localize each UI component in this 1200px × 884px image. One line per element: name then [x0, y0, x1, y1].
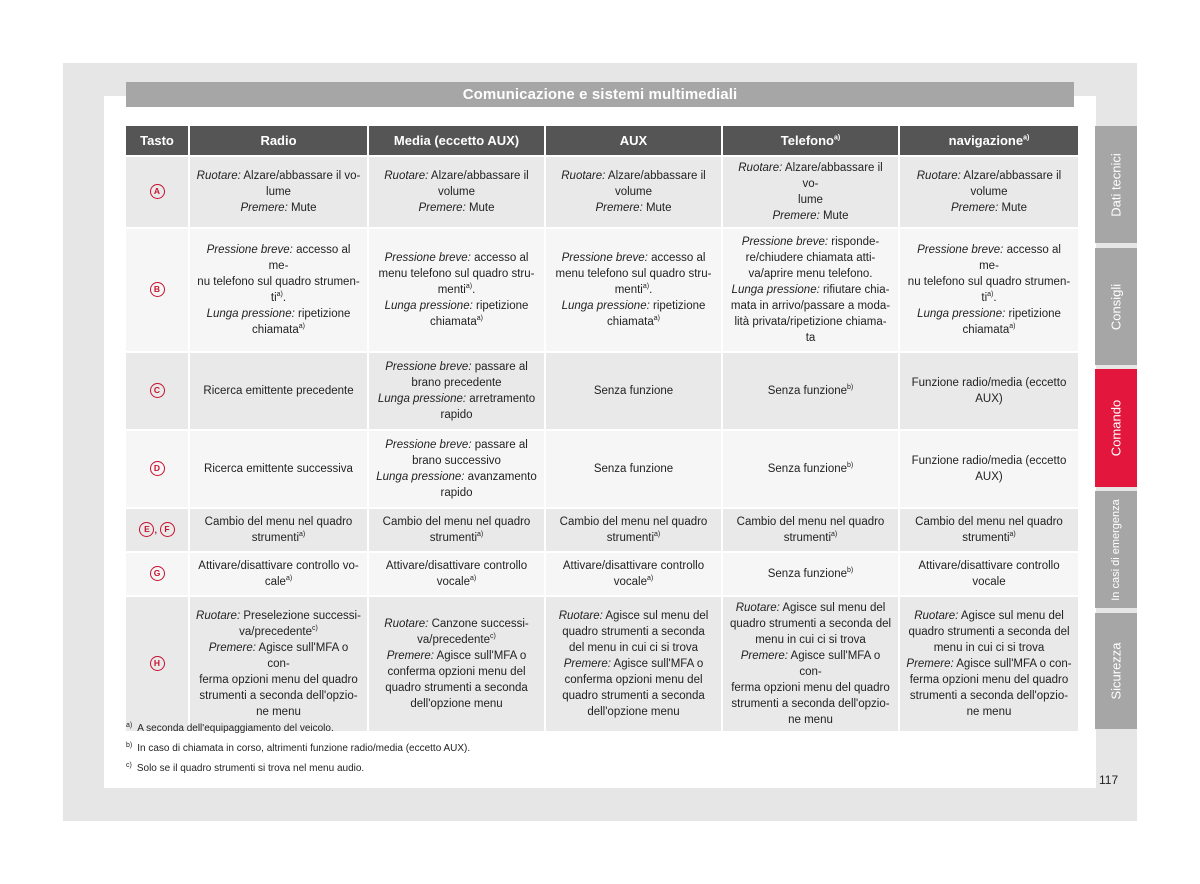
action-label: Premere:: [740, 650, 788, 662]
cell-segment: Agisce sull'MFA o conferma opzioni menu del quadro strumenti a seconda dell'opzione menu: [562, 658, 705, 718]
cell-segment: Senza funzione: [767, 568, 848, 580]
cell-text: [196, 461, 361, 477]
cell-text: [375, 558, 538, 590]
cell-segment: accesso al me- nu telefono sul quadro strumen- ti: [907, 244, 1071, 304]
cell-segment: Alzare/abbassare il vo- lume: [784, 162, 883, 206]
table-cell: [723, 229, 898, 353]
action-label: Ruotare:: [384, 618, 429, 630]
cell-text: [906, 608, 1072, 720]
cell-segment: Mute: [642, 202, 672, 214]
footnote-mark: a): [126, 721, 133, 729]
cell-segment: Senza funzione: [593, 463, 674, 475]
footnote-ref: b): [847, 462, 854, 470]
cell-text: [196, 514, 361, 546]
footnote-ref: a): [465, 283, 473, 291]
footnote-text: Solo se il quadro strumenti si trova nel menu audio.: [136, 763, 365, 774]
table-cell: [190, 229, 367, 353]
cell-text: [906, 514, 1072, 546]
table-cell: [369, 157, 544, 229]
cell-segment: Alzare/abbassare il volume: [963, 170, 1062, 198]
key-cell: [126, 353, 188, 431]
column-header: [369, 126, 544, 157]
action-label: Ruotare:: [735, 602, 780, 614]
footnote-ref: a): [647, 575, 654, 583]
key-badge-g: G: [150, 566, 165, 581]
table-cell: [723, 553, 898, 597]
table-cell: [369, 553, 544, 597]
key-badge-a: A: [150, 184, 165, 199]
cell-text: [906, 242, 1072, 338]
cell-segment: Agisce sull'MFA o con- ferma opzioni menu del quadro strumenti a seconda dell'opzio- ne menu: [909, 658, 1072, 718]
footnote-ref: a): [653, 315, 660, 323]
cell-text: [552, 514, 715, 546]
table-body: [126, 157, 1078, 733]
action-label: Ruotare:: [914, 610, 959, 622]
action-label: Lunga pressione:: [384, 300, 473, 312]
cell-text: [196, 168, 361, 216]
cell-text: [552, 558, 715, 590]
side-tab-dati-tecnici[interactable]: [1095, 126, 1137, 243]
key-cell: [126, 597, 188, 733]
table-cell: [190, 157, 367, 229]
key-cell: [126, 229, 188, 353]
footnotes: [126, 720, 470, 780]
side-tab-consigli[interactable]: [1095, 248, 1137, 365]
cell-text: [906, 558, 1072, 590]
cell-text: [906, 168, 1072, 216]
key-cell: [126, 431, 188, 509]
table-cell: [900, 553, 1078, 597]
action-label: Lunga pressione:: [376, 471, 465, 483]
footnote-ref: a): [476, 315, 483, 323]
cell-segment: Ricerca emittente precedente: [203, 385, 354, 397]
table-cell: [546, 431, 721, 509]
column-header-label: Radio: [260, 132, 297, 148]
key-badge-b: B: [150, 282, 165, 297]
cell-text: [375, 514, 538, 546]
cell-text: [906, 375, 1072, 407]
action-label: Ruotare:: [196, 610, 241, 622]
footnote: [126, 760, 470, 780]
footnote-ref: a): [1009, 531, 1016, 539]
cell-segment: risponde- re/chiudere chiamata atti- va/aprire menu telefono.: [745, 236, 880, 280]
cell-segment: Ricerca emittente successiva: [204, 463, 353, 475]
action-label: Ruotare:: [384, 170, 429, 182]
table-cell: [546, 509, 721, 553]
cell-segment: Senza funzione: [767, 385, 848, 397]
column-header: [546, 126, 721, 157]
cell-segment: Mute: [465, 202, 495, 214]
footnote-ref: a): [831, 531, 838, 539]
key-badge-c: C: [150, 383, 165, 398]
footnote-ref: a): [833, 134, 841, 142]
cell-segment: Attivare/disattivare controllo vocale: [918, 560, 1060, 588]
footnote: [126, 740, 470, 760]
cell-segment: Agisce sull'MFA o con- ferma opzioni menu del quadro strumenti a seconda dell'opzio- ne menu: [199, 642, 358, 718]
action-label: Lunga pressione:: [377, 393, 467, 405]
side-tab-comando[interactable]: [1095, 369, 1137, 487]
table-cell: [546, 229, 721, 353]
action-label: Pressione breve:: [561, 252, 648, 264]
cell-segment: .: [472, 284, 476, 296]
column-header-label: AUX: [619, 132, 648, 148]
cell-segment: Agisce sul menu del quadro strumenti a seconda del menu in cui ci si trova: [562, 610, 709, 654]
cell-segment: Senza funzione: [593, 385, 674, 397]
cell-text: [196, 383, 361, 399]
cell-text: [196, 242, 361, 338]
cell-text: [375, 616, 538, 712]
cell-segment: Alzare/abbassare il volume: [430, 170, 529, 198]
table-cell: [723, 431, 898, 509]
cell-segment: rifiutare chia- mata in arrivo/passare a moda- lità privata/ripetizione chiama- ta: [730, 284, 891, 344]
cell-segment: accesso al menu telefono sul quadro stru- menti: [555, 252, 712, 296]
cell-text: [906, 453, 1072, 485]
cell-segment: Cambio del menu nel quadro strumenti: [915, 516, 1063, 544]
key-badge-d: D: [150, 461, 165, 476]
cell-segment: accesso al menu telefono sul quadro stru- menti: [378, 252, 535, 296]
cell-segment: Preselezione successi- va/precedente: [239, 610, 361, 638]
action-label: Premere:: [563, 658, 611, 670]
table-cell: [546, 597, 721, 733]
table-row: [126, 157, 1078, 229]
action-label: Premere:: [595, 202, 643, 214]
cell-segment: Canzone successi- va/precedente: [417, 618, 529, 646]
cell-text: [196, 558, 361, 590]
column-header-label: Media (eccetto AUX): [393, 132, 520, 148]
footnote-ref: a): [654, 531, 661, 539]
action-label: Premere:: [950, 202, 999, 214]
table-cell: [900, 157, 1078, 229]
cell-segment: passare al brano precedente: [411, 361, 528, 389]
table-row: [126, 553, 1078, 597]
side-tab-label: Comando: [1108, 399, 1124, 457]
action-label: Lunga pressione:: [917, 308, 1006, 320]
cell-text: [552, 461, 715, 477]
action-label: Lunga pressione:: [731, 284, 820, 296]
cell-segment: Senza funzione: [767, 463, 848, 475]
key-badge-f: F: [160, 522, 175, 537]
column-header: [723, 126, 898, 157]
key-cell: [126, 509, 188, 553]
footnote-ref: c): [312, 625, 318, 633]
action-label: Ruotare:: [196, 170, 241, 182]
footnote-ref: c): [490, 633, 496, 641]
cell-segment: Attivare/disattivare controllo vocale: [385, 560, 528, 588]
cell-segment: Alzare/abbassare il vo- lume: [243, 170, 361, 198]
table-cell: [546, 157, 721, 229]
footnote-ref: a): [276, 291, 283, 299]
column-header-label: Telefono: [780, 132, 834, 148]
side-tab-label: Consigli: [1108, 283, 1124, 330]
footnote-text: A seconda dell'equipaggiamento del veicolo.: [137, 723, 334, 734]
side-tab-in-casi-di-emergenza[interactable]: [1095, 491, 1137, 608]
cell-text: [375, 168, 538, 216]
footnote-ref: a): [987, 291, 994, 299]
action-label: Pressione breve:: [206, 244, 293, 256]
cell-segment: .: [649, 284, 653, 296]
footnote-ref: b): [847, 384, 854, 392]
action-label: Lunga pressione:: [206, 308, 295, 320]
table-cell: [723, 353, 898, 431]
action-label: Ruotare:: [738, 162, 783, 174]
cell-segment: avanzamento rapido: [440, 471, 537, 499]
side-tab-label: Dati tecnici: [1108, 152, 1124, 217]
table-row: [126, 509, 1078, 553]
footnote-ref: a): [1023, 134, 1030, 142]
action-label: Ruotare:: [558, 610, 603, 622]
action-label: Ruotare:: [916, 170, 961, 182]
cell-segment: ripetizione chiamata: [607, 300, 706, 328]
action-label: Pressione breve:: [384, 252, 471, 264]
cell-text: [196, 608, 361, 720]
footnote-mark: b): [126, 741, 133, 749]
side-tab-sicurezza[interactable]: [1095, 613, 1137, 729]
footnote-ref: a): [470, 575, 477, 583]
cell-segment: Mute: [819, 210, 849, 222]
table-cell: [190, 431, 367, 509]
table-row: [126, 431, 1078, 509]
key-badge-e: E: [139, 522, 154, 537]
table-cell: [369, 353, 544, 431]
action-label: Pressione breve:: [917, 244, 1004, 256]
table-cell: [723, 509, 898, 553]
page-number: 117: [1099, 773, 1119, 787]
action-label: Premere:: [906, 658, 954, 670]
cell-segment: ripetizione chiamata: [252, 308, 351, 336]
column-header: [900, 126, 1078, 157]
footnote-text: In caso di chiamata in corso, altrimenti funzione radio/media (eccetto AUX).: [137, 743, 471, 754]
cell-segment: Attivare/disattivare controllo vo- cale: [198, 560, 359, 588]
action-label: Premere:: [240, 202, 288, 214]
cell-segment: Cambio del menu nel quadro strumenti: [204, 516, 353, 544]
cell-segment: Alzare/abbassare il volume: [607, 170, 706, 198]
cell-segment: .: [282, 292, 287, 304]
action-label: Pressione breve:: [385, 439, 472, 451]
table-cell: [900, 597, 1078, 733]
table-cell: [723, 157, 898, 229]
action-label: Pressione breve:: [385, 361, 472, 373]
controls-table: [124, 126, 1080, 733]
table-cell: [369, 229, 544, 353]
table-cell: [369, 431, 544, 509]
footnote-ref: a): [477, 531, 484, 539]
cell-segment: arretramento rapido: [440, 393, 536, 421]
key-cell: [126, 553, 188, 597]
cell-segment: Cambio del menu nel quadro strumenti: [382, 516, 531, 544]
column-header-label: navigazione: [948, 132, 1024, 148]
footnote-ref: b): [847, 567, 854, 575]
table-cell: [900, 431, 1078, 509]
cell-text: [375, 437, 538, 501]
column-header: [190, 126, 367, 157]
column-header-label: Tasto: [140, 132, 174, 148]
cell-text: [552, 250, 715, 330]
cell-text: [375, 359, 538, 423]
key-cell: [126, 157, 188, 229]
table-cell: [190, 597, 367, 733]
table-cell: [369, 509, 544, 553]
action-label: Premere:: [418, 202, 466, 214]
cell-segment: Agisce sull'MFA o conferma opzioni menu del quadro strumenti a seconda dell'opzione menu: [385, 650, 528, 710]
table-header-row: [126, 126, 1078, 157]
cell-segment: ripetizione chiamata: [962, 308, 1061, 336]
cell-text: [729, 600, 892, 728]
table-cell: [190, 553, 367, 597]
cell-segment: Agisce sul menu del quadro strumenti a seconda del menu in cui ci si trova: [729, 602, 892, 646]
cell-text: [552, 608, 715, 720]
footnote-ref: a): [1009, 323, 1016, 331]
cell-text: [729, 160, 892, 224]
cell-text: [729, 514, 892, 546]
footnote: [126, 720, 470, 740]
cell-segment: Cambio del menu nel quadro strumenti: [559, 516, 708, 544]
section-title: Comunicazione e sistemi multimediali: [126, 82, 1074, 107]
column-header: [126, 126, 188, 157]
cell-segment: Agisce sul menu del quadro strumenti a seconda del menu in cui ci si trova: [908, 610, 1070, 654]
cell-text: [729, 566, 892, 582]
table-cell: [723, 597, 898, 733]
key-badge-h: H: [150, 656, 165, 671]
cell-segment: Funzione radio/media (eccetto AUX): [911, 377, 1067, 405]
table-cell: [369, 597, 544, 733]
cell-segment: accesso al me- nu telefono sul quadro strumen- ti: [197, 244, 360, 304]
footnote-ref: a): [298, 323, 305, 331]
action-label: Lunga pressione:: [561, 300, 650, 312]
side-tab-label: Sicurezza: [1108, 642, 1124, 700]
footnote-mark: c): [126, 761, 132, 769]
cell-text: [729, 234, 892, 346]
action-label: Ruotare:: [561, 170, 606, 182]
cell-segment: Funzione radio/media (eccetto AUX): [911, 455, 1067, 483]
table-cell: [190, 353, 367, 431]
cell-segment: Agisce sull'MFA o con- ferma opzioni menu del quadro strumenti a seconda dell'opzio- ne menu: [731, 650, 890, 726]
cell-segment: ripetizione chiamata: [430, 300, 529, 328]
action-label: Pressione breve:: [741, 236, 829, 248]
cell-text: [729, 461, 892, 477]
footnote-ref: a): [299, 531, 306, 539]
cell-segment: .: [993, 292, 997, 304]
cell-segment: Mute: [287, 202, 317, 214]
action-label: Premere:: [386, 650, 434, 662]
cell-segment: Attivare/disattivare controllo vocale: [562, 560, 705, 588]
cell-text: [552, 168, 715, 216]
cell-text: [552, 383, 715, 399]
table-cell: [546, 553, 721, 597]
table-cell: [900, 229, 1078, 353]
table-row: [126, 229, 1078, 353]
table-row: [126, 597, 1078, 733]
table-cell: [190, 509, 367, 553]
table-row: [126, 353, 1078, 431]
cell-text: [375, 250, 538, 330]
key-separator: ,: [154, 524, 160, 535]
action-label: Premere:: [772, 210, 820, 222]
footnote-ref: a): [642, 283, 650, 291]
cell-segment: passare al brano successivo: [412, 439, 528, 467]
cell-text: [729, 383, 892, 399]
footnote-ref: a): [285, 575, 293, 583]
table-cell: [900, 353, 1078, 431]
table-cell: [546, 353, 721, 431]
cell-segment: Cambio del menu nel quadro strumenti: [736, 516, 885, 544]
table-cell: [900, 509, 1078, 553]
action-label: Premere:: [208, 642, 256, 654]
side-tab-label: In casi di emergenza: [1110, 498, 1122, 601]
cell-segment: Mute: [998, 202, 1028, 214]
